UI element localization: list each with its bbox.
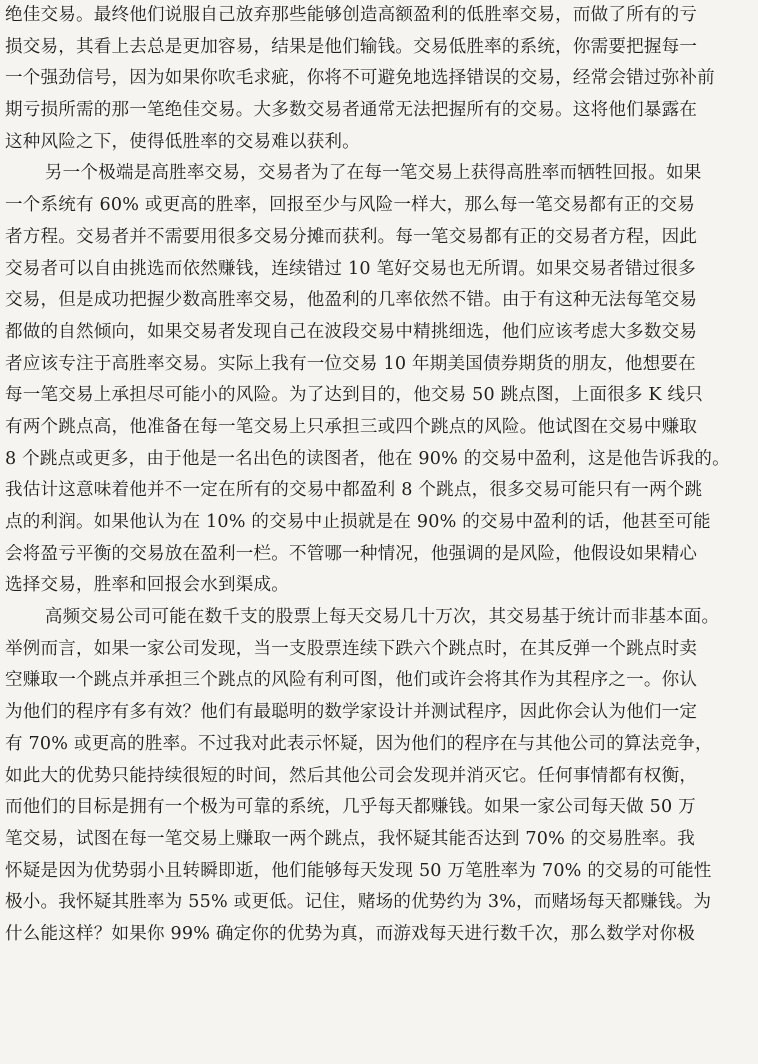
paragraph [5, 158, 755, 602]
text-line: 极小。我怀疑其胜率为 55% 或更低。记住，赌场的优势约为 3%，而赌场每天都赚钱。为 [5, 892, 712, 913]
body-text [5, 0, 755, 951]
text-line: 交易，但是成功把握少数高胜率交易，他盈利的几率依然不错。由于有这种无法每笔交易 [5, 290, 698, 311]
text-line: 空赚取一个跳点并承担三个跳点的风险有利可图，他们或许会将其作为其程序之一。你认 [5, 670, 698, 691]
text-line: 什么能这样？如果你 99% 确定你的优势为真，而游戏每天进行数千次，那么数学对你极 [5, 923, 696, 944]
paragraph [5, 602, 755, 951]
text-line: 笔交易，试图在每一笔交易上赚取一两个跳点，我怀疑其能否达到 70% 的交易胜率。我 [5, 828, 696, 849]
text-line: 期亏损所需的那一笔绝佳交易。大多数交易者通常无法把握所有的交易。这将他们暴露在 [5, 100, 698, 121]
text-line: 者应该专注于高胜率交易。实际上我有一位交易 10 年期美国债券期货的朋友，他想要在 [5, 353, 696, 374]
text-line: 而他们的目标是拥有一个极为可靠的系统，几乎每天都赚钱。如果一家公司每天做 50 万 [5, 797, 696, 818]
text-line: 我估计这意味着他并不一定在所有的交易中都盈利 8 个跳点，很多交易可能只有一两个跳 [5, 480, 703, 501]
text-line: 如此大的优势只能持续很短的时间，然后其他公司会发现并消灭它。任何事情都有权衡， [5, 765, 698, 786]
text-line: 8 个跳点或更多，由于他是一名出色的读图者，他在 90% 的交易中盈利，这是他告诉我的。 [5, 448, 730, 469]
text-line: 会将盈亏平衡的交易放在盈利一栏。不管哪一种情况，他强调的是风险，他假设如果精心 [5, 543, 698, 564]
text-line: 高频交易公司可能在数千支的股票上每天交易几十万次，其交易基于统计而非基本面。 [44, 607, 720, 628]
paragraph [5, 0, 755, 158]
text-line: 损交易，其看上去总是更加容易，结果是他们输钱。交易低胜率的系统，你需要把握每一 [5, 36, 698, 57]
text-line: 交易者可以自由挑选而依然赚钱，连续错过 10 笔好交易也无所谓。如果交易者错过很多 [5, 258, 696, 279]
text-line: 点的利润。如果他认为在 10% 的交易中止损就是在 90% 的交易中盈利的话，他甚至可能 [5, 512, 711, 532]
text-line: 一个强劲信号，因为如果你吹毛求疵，你将不可避免地选择错误的交易，经常会错过弥补前 [5, 68, 715, 89]
text-line: 者方程。交易者并不需要用很多交易分摊而获利。每一笔交易都有正的交易者方程，因此 [5, 226, 698, 247]
text-line: 有两个跳点高，他准备在每一笔交易上只承担三或四个跳点的风险。他试图在交易中赚取 [5, 416, 698, 437]
text-line: 另一个极端是高胜率交易，交易者为了在每一笔交易上获得高胜率而牺牲回报。如果 [44, 163, 702, 184]
text-line: 这种风险之下，使得低胜率的交易难以获利。 [5, 131, 360, 152]
text-line: 为他们的程序有多有效？他们有最聪明的数学家设计并测试程序，因此你会认为他们一定 [5, 702, 698, 723]
text-line: 一个系统有 60% 或更高的胜率，回报至少与风险一样大，那么每一笔交易都有正的交易 [5, 195, 696, 216]
text-line: 选择交易，胜率和回报会水到渠成。 [5, 575, 289, 596]
text-line: 怀疑是因为优势弱小且转瞬即逝，他们能够每天发现 50 万笔胜率为 70% 的交易的可能性 [5, 860, 712, 881]
text-line: 都做的自然倾向，如果交易者发现自己在波段交易中精挑细选，他们应该考虑大多数交易 [5, 321, 698, 342]
text-line: 每一笔交易上承担尽可能小的风险。为了达到目的，他交易 50 跳点图，上面很多 K 线只 [5, 385, 704, 406]
text-line: 有 70% 或更高的胜率。不过我对此表示怀疑，因为他们的程序在与其他公司的算法竞争， [5, 733, 713, 754]
text-line: 举例而言，如果一家公司发现，当一支股票连续下跌六个跳点时，在其反弹一个跳点时卖 [5, 638, 698, 659]
text-line: 绝佳交易。最终他们说服自己放弃那些能够创造高额盈利的低胜率交易，而做了所有的亏 [5, 5, 698, 25]
